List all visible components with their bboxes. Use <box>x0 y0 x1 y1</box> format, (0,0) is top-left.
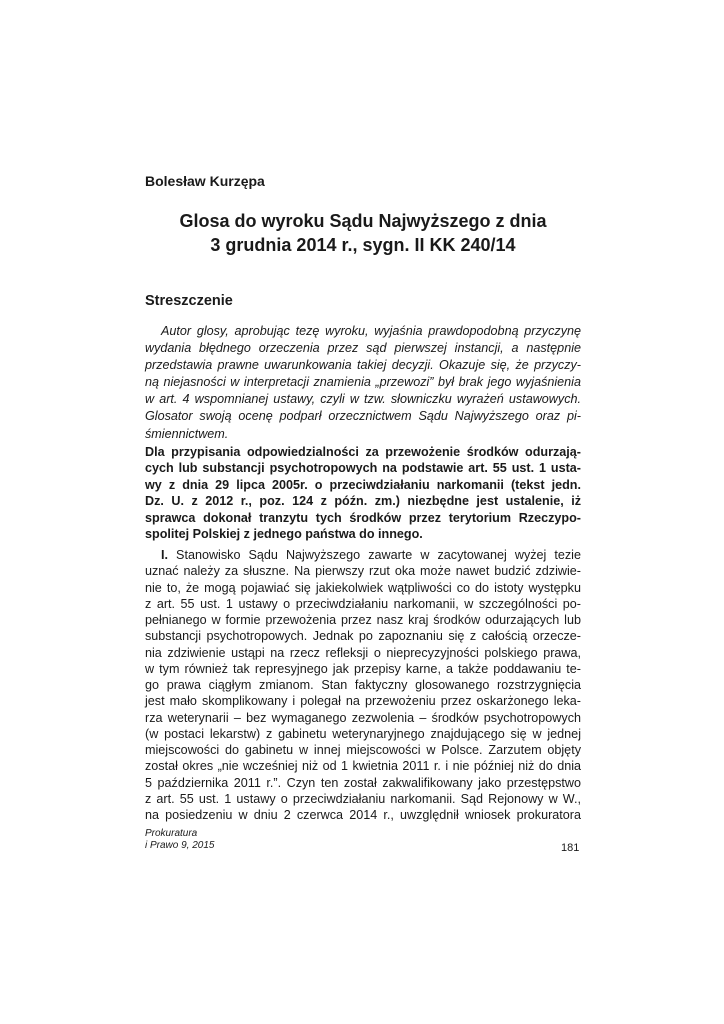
thesis-paragraph <box>145 444 581 542</box>
thesis-line: sprawca dokonał tranzytu tych środków przez terytorium Rzeczypo- <box>145 510 581 525</box>
thesis-line: Dla przypisania odpowiedzialności za przewożenie środków odurzają- <box>145 445 581 459</box>
body-paragraph <box>145 547 581 823</box>
body-first-line-text: Stanowisko Sądu Najwyższego zawarte w zacytowanej wyżej tezie <box>168 548 581 562</box>
journal-name: Prokuratura <box>145 828 198 839</box>
body-line: rza weterynarii – bez wymaganego zezwolenia – środków psychotropowych <box>145 710 581 725</box>
abstract-line: Glosator swoją ocenę podparł orzecznictwem Sądu Najwyższego oraz pi- <box>145 409 581 424</box>
abstract-line: w art. 4 wspomnianej ustawy, czyli w tzw. słowniczku wyrażeń ustawowych. <box>145 392 581 407</box>
body-line: (w postaci lekarstw) z gabinetu weterynaryjnego znajdującego się w jednej <box>145 726 581 741</box>
abstract-line: ną niejasności w interpretacji znamienia „przewozi” był brak jego wyjaśnienia <box>145 375 581 390</box>
article-title <box>145 209 581 257</box>
body-line: 5 października 2011 r.”. Czyn ten został zakwalifikowany jako przestępstwo <box>145 775 581 790</box>
abstract-line: wydania błędnego orzeczenia przez sąd pierwszej instancji, a następnie <box>145 341 581 356</box>
body-line: uznać należy za słuszne. Na pierwszy rzut oka może nawet budzić zdziwie- <box>145 564 581 579</box>
body-line: miejscowości do gabinetu w innej miejscowości w Polsce. Zarzutem objęty <box>145 743 581 757</box>
body-line <box>145 547 581 563</box>
abstract-paragraph <box>145 323 581 443</box>
thesis-line: wy z dnia 29 lipca 2005r. o przeciwdziałaniu narkomanii (tekst jedn. <box>145 477 581 492</box>
page-number: 181 <box>561 842 580 854</box>
title-line-1: Glosa do wyroku Sądu Najwyższego z dnia <box>179 211 547 231</box>
body-line: jest mało skomplikowany i polegał na przewożeniu przez oskarżonego leka- <box>145 694 581 709</box>
thesis-line: cych lub substancji psychotropowych na podstawie art. 55 ust. 1 usta- <box>145 461 581 476</box>
body-line: nia zdziwienie ustąpi na rzecz refleksji o nieprecyzyjności polskiego prawa, <box>145 645 581 660</box>
thesis-line: Dz. U. z 2012 r., poz. 124 z późn. zm.) niezbędne jest ustalenie, iż <box>145 494 581 509</box>
body-line: substancji psychotropowych. Jednak po zapoznaniu się z całością orzecze- <box>145 629 581 644</box>
thesis-line: spolitej Polskiej z jednego państwa do innego. <box>145 526 423 541</box>
title-line-2: 3 grudnia 2014 r., sygn. II KK 240/14 <box>210 235 516 255</box>
author-name: Bolesław Kurzępa <box>145 173 265 189</box>
body-line: w tym również tak represyjnego jak przepisy karne, a także poddawaniu te- <box>145 661 581 676</box>
journal-issue: i Prawo 9, 2015 <box>145 839 215 851</box>
body-line: pełnianego w formie przewożenia przez nasz kraj środków odurzających lub <box>145 613 581 627</box>
body-line: został okres „nie wcześniej niż od 1 kwietnia 2011 r. i nie później niż do dnia <box>145 759 581 774</box>
abstract-line: przedstawia prawne uwarunkowania takiej decyzji. Okazuje się, że przyczy- <box>145 358 581 373</box>
summary-heading: Streszczenie <box>145 293 233 309</box>
body-line: nie to, że mogą pojawiać się jakiekolwiek wątpliwości co do istoty występku <box>145 580 581 595</box>
section-marker: I. <box>161 548 168 562</box>
journal-reference <box>145 828 215 851</box>
abstract-line: śmiennictwem. <box>145 426 229 441</box>
abstract-line: Autor glosy, aprobując tezę wyroku, wyjaśnia prawdopodobną przyczynę <box>161 324 581 338</box>
body-line: z art. 55 ust. 1 ustawy o przeciwdziałaniu narkomanii. Sąd Rejonowy w W., <box>145 791 581 806</box>
body-line: na posiedzeniu w dniu 2 czerwca 2014 r., uwzględnił wniosek prokuratora <box>145 808 581 822</box>
body-line: z art. 55 ust. 1 ustawy o przeciwdziałaniu narkomanii, w szczególności po- <box>145 596 581 611</box>
body-line: go prawa ciągłym zmianom. Stan faktyczny glosowanego rozstrzygnięcia <box>145 678 581 692</box>
